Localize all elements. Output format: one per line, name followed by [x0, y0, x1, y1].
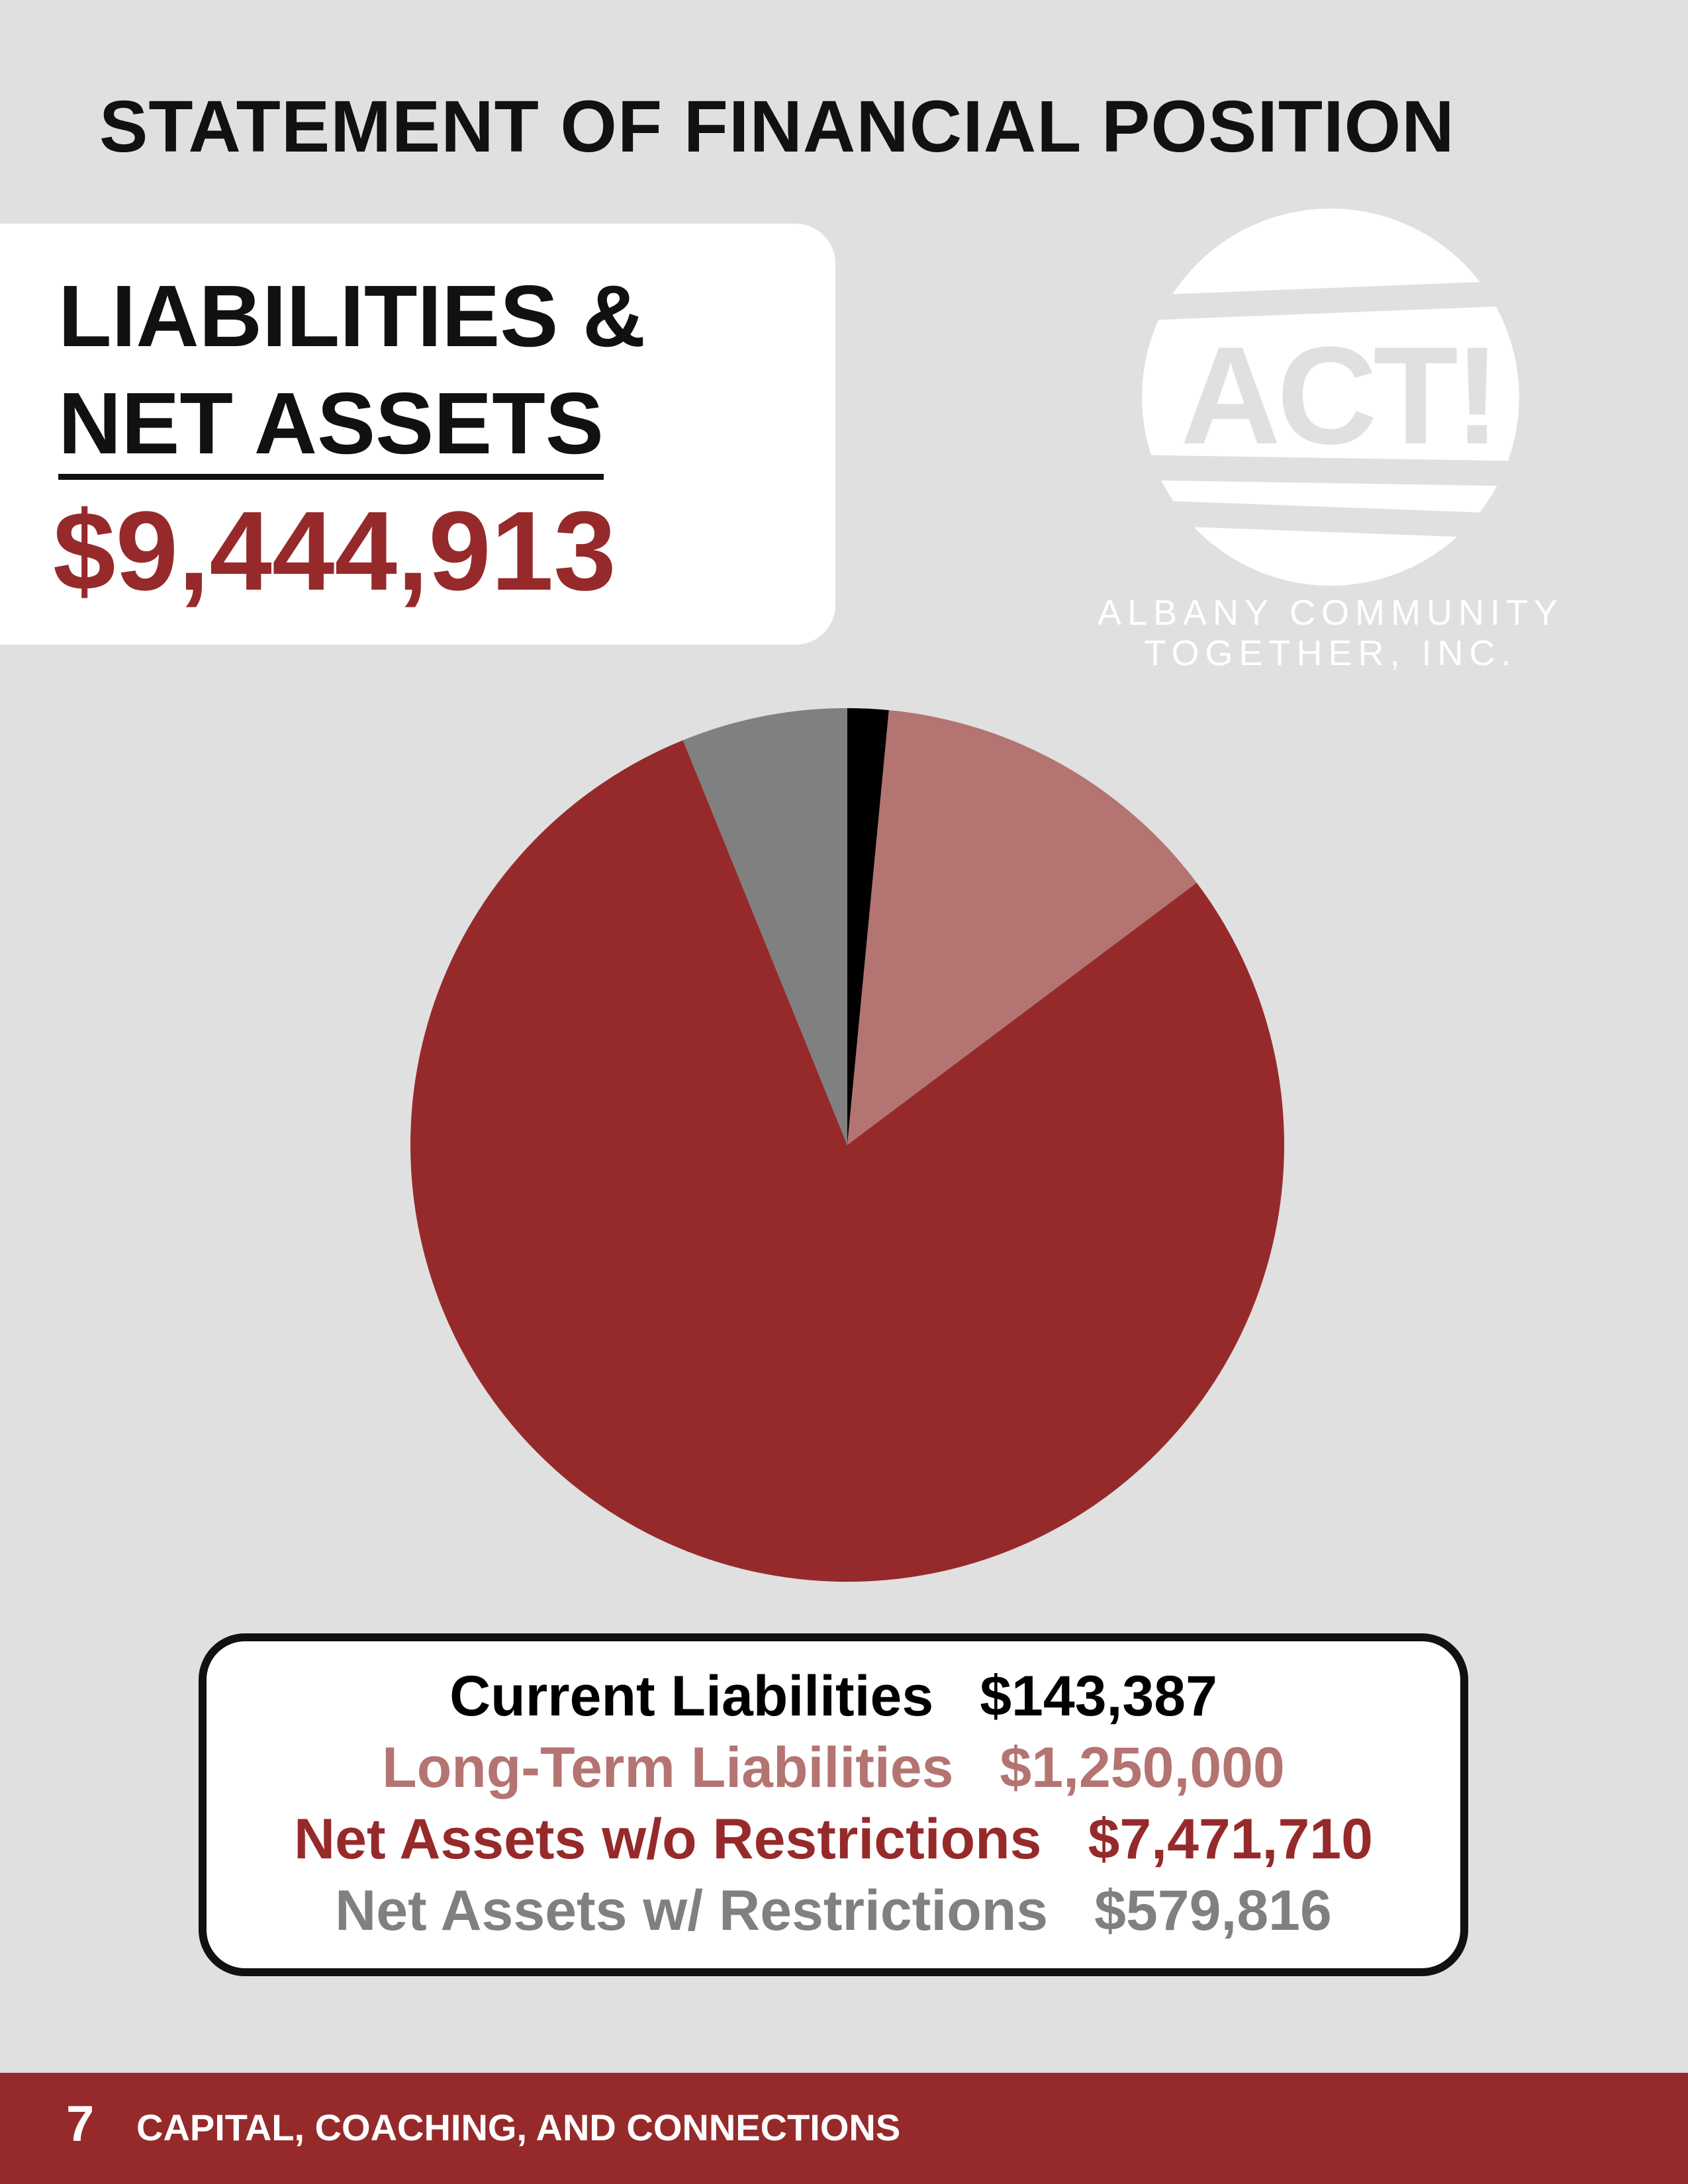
total-card: [0, 224, 835, 645]
page-number: 7: [66, 2096, 95, 2152]
legend-value: $1,250,000: [1000, 1736, 1285, 1799]
legend-value: $143,387: [980, 1664, 1217, 1728]
legend-row-current-liabilities: [207, 1664, 1460, 1728]
page-title: STATEMENT OF FINANCIAL POSITION: [99, 86, 1455, 167]
legend-box: [199, 1633, 1468, 1976]
logo-subtitle-line-1: ALBANY COMMUNITY: [1097, 593, 1564, 633]
legend-value: $7,471,710: [1088, 1807, 1373, 1871]
legend-label: Current Liabilities: [449, 1664, 934, 1728]
logo-subtitle-line-2: TOGETHER, INC.: [1144, 633, 1517, 673]
footer-bar: [0, 2073, 1688, 2184]
pie-chart: [397, 695, 1297, 1595]
card-title-line-2: NET ASSETS: [58, 380, 604, 480]
card-title-line-1: LIABILITIES &: [58, 267, 646, 365]
legend-value: $579,816: [1094, 1879, 1332, 1942]
legend-row-net-assets-with-restrictions: [207, 1879, 1460, 1942]
footer-tagline: CAPITAL, COACHING, AND CONNECTIONS: [136, 2107, 901, 2148]
legend-label: Long-Term Liabilities: [382, 1736, 954, 1799]
legend-label: Net Assets w/o Restrictions: [294, 1807, 1042, 1871]
legend-label: Net Assets w/ Restrictions: [335, 1879, 1049, 1942]
legend-row-net-assets-without-restrictions: [207, 1807, 1460, 1871]
legend-row-long-term-liabilities: [207, 1736, 1460, 1799]
total-amount: $9,444,913: [53, 488, 616, 614]
logo-mark: ACT!: [1180, 318, 1497, 473]
